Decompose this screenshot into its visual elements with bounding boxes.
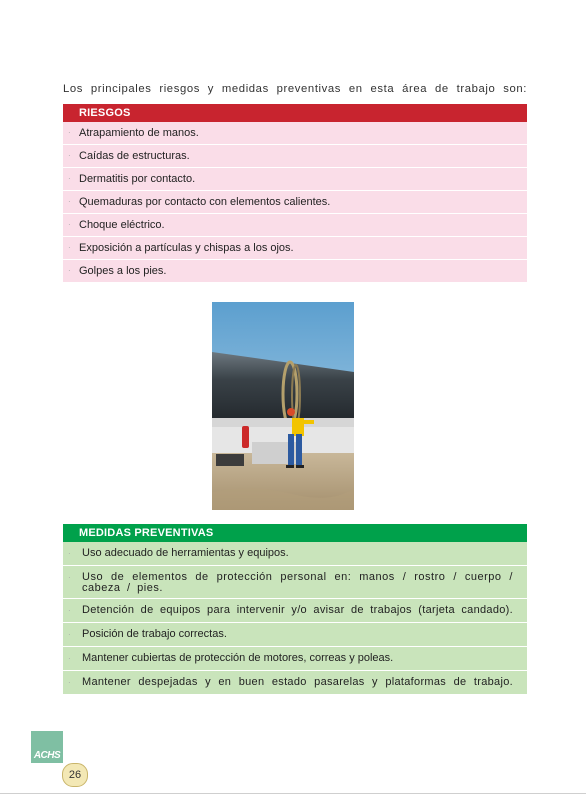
page-number: 26 — [62, 763, 88, 787]
risk-text: Caídas de estructuras. — [79, 150, 190, 162]
bullet-icon: · — [68, 243, 71, 252]
list-item — [63, 542, 527, 566]
risk-text: Choque eléctrico. — [79, 219, 165, 231]
list-item — [63, 122, 527, 145]
list-item — [63, 214, 527, 237]
achs-logo — [31, 731, 63, 763]
list-item — [63, 671, 527, 695]
measures-list — [63, 542, 527, 695]
list-item — [63, 237, 527, 260]
risks-header: RIESGOS — [63, 104, 527, 122]
intro-text: Los principales riesgos y medidas preventivas en esta área de trabajo son: — [63, 83, 527, 96]
risk-text: Quemaduras por contacto con elementos calientes. — [79, 196, 331, 208]
bullet-icon: · — [68, 606, 71, 615]
bullet-icon: · — [68, 128, 71, 137]
list-item — [63, 145, 527, 168]
measure-text: Uso adecuado de herramientas y equipos. — [82, 547, 289, 559]
logo-text: ACHS — [33, 750, 61, 761]
list-item — [63, 599, 527, 623]
bullet-icon: · — [68, 151, 71, 160]
bullet-icon: · — [68, 220, 71, 229]
list-item — [63, 191, 527, 214]
measure-text: Detención de equipos para intervenir y/o avisar de trabajos (tarjeta candado). — [82, 604, 513, 616]
bullet-icon: · — [68, 197, 71, 206]
worker-photo — [212, 302, 354, 510]
bullet-icon: · — [68, 266, 71, 275]
list-item — [63, 623, 527, 647]
measure-text: Posición de trabajo correctas. — [82, 628, 227, 640]
bullet-icon: · — [68, 630, 71, 639]
measure-text: Mantener despejadas y en buen estado pasarelas y plataformas de trabajo. — [82, 676, 513, 688]
bullet-icon: · — [68, 654, 71, 663]
risk-text: Exposición a partículas y chispas a los ojos. — [79, 242, 294, 254]
bullet-icon: · — [68, 549, 71, 558]
list-item — [63, 647, 527, 671]
measures-panel — [63, 524, 527, 695]
risks-list — [63, 122, 527, 283]
risk-text: Golpes a los pies. — [79, 265, 167, 277]
measure-text: Uso de elementos de protección personal en: manos / rostro / cuerpo / cabeza / pies. — [82, 571, 513, 594]
measure-text: Mantener cubiertas de protección de motores, correas y poleas. — [82, 652, 394, 664]
bullet-icon: · — [68, 174, 71, 183]
footer-divider — [0, 793, 586, 794]
risk-text: Dermatitis por contacto. — [79, 173, 196, 185]
kiln-worker-illustration — [212, 302, 354, 510]
list-item — [63, 260, 527, 283]
bullet-icon: · — [68, 678, 71, 687]
list-item — [63, 168, 527, 191]
risk-text: Atrapamiento de manos. — [79, 127, 199, 139]
bullet-icon: · — [68, 573, 71, 582]
risks-panel — [63, 104, 527, 283]
list-item — [63, 566, 527, 599]
measures-header: MEDIDAS PREVENTIVAS — [63, 524, 527, 542]
